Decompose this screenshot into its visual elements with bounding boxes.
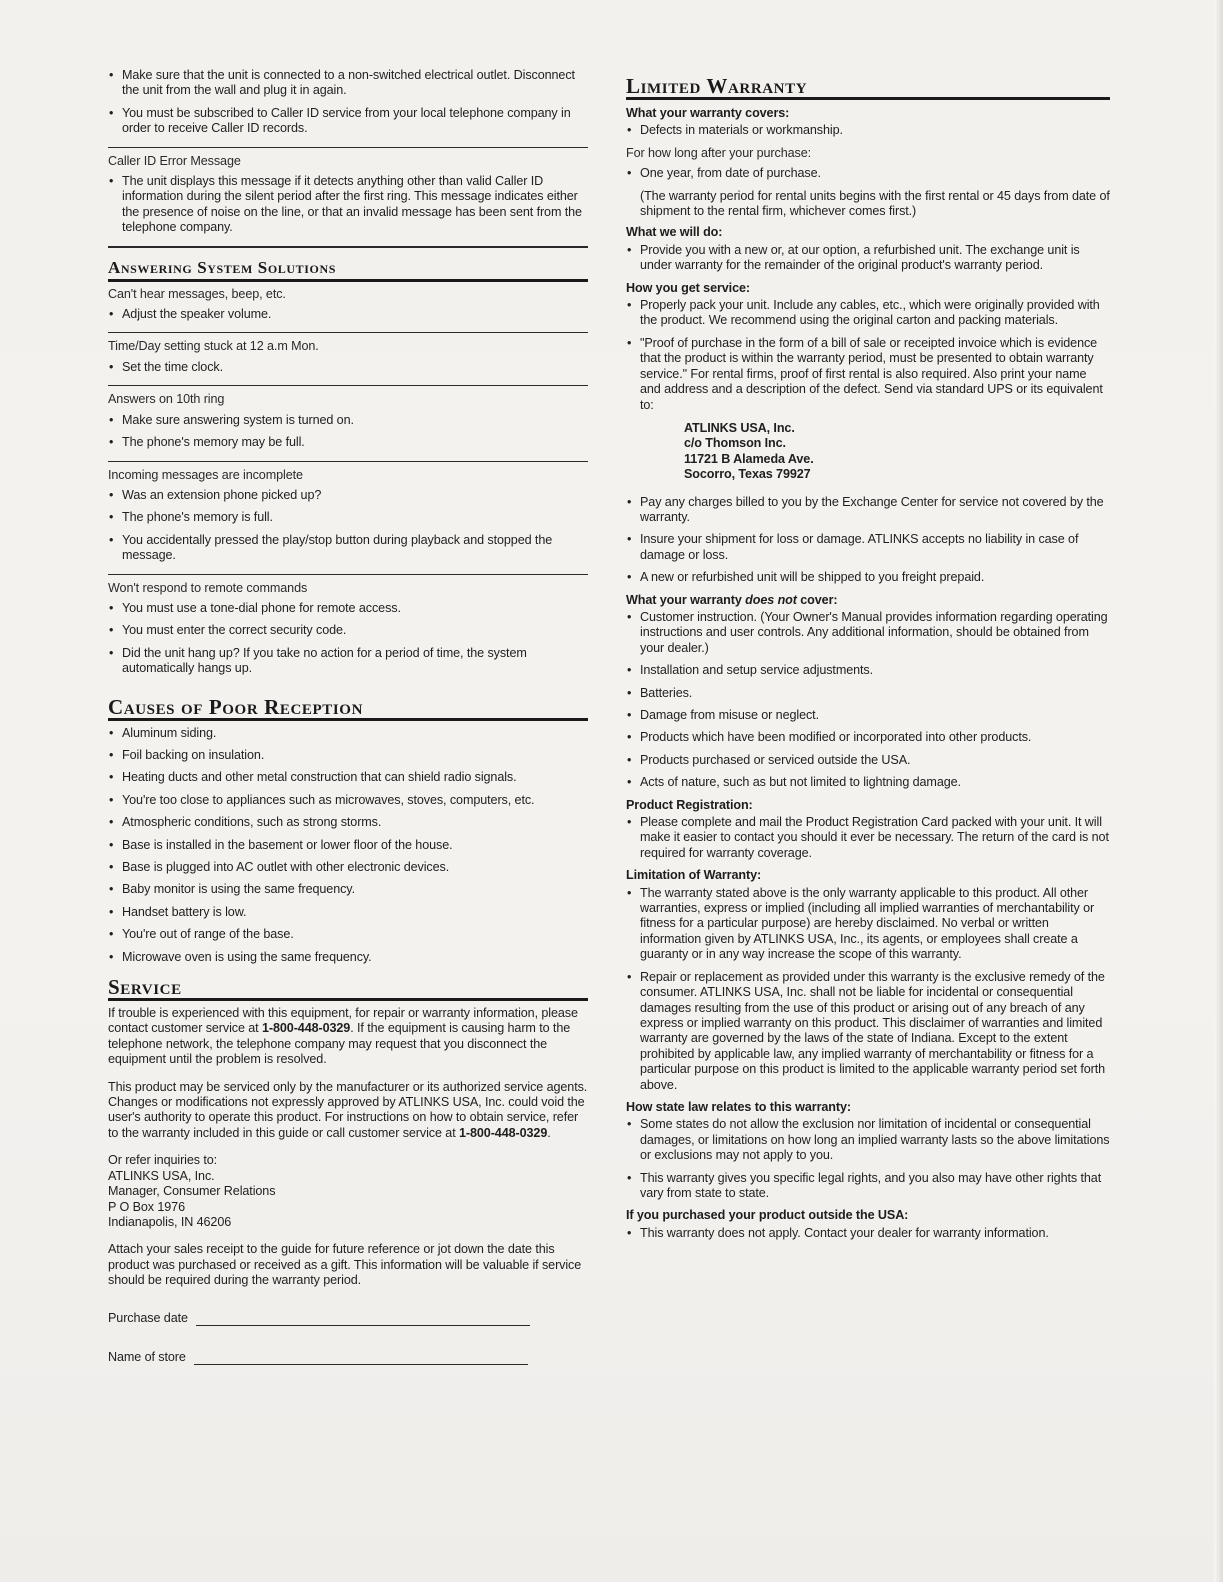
answering-list bbox=[108, 360, 588, 375]
service-address bbox=[108, 1153, 588, 1230]
reception-list bbox=[108, 726, 588, 965]
list-item: • Damage from misuse or neglect. bbox=[626, 708, 1110, 723]
answering-heading: Can't hear messages, beep, etc. bbox=[108, 286, 286, 301]
address-line: Manager, Consumer Relations bbox=[108, 1184, 276, 1199]
answering-group bbox=[108, 468, 588, 575]
service-text: If trouble is experienced with this equipment, for repair or warranty information, please contact customer service at bbox=[108, 1006, 578, 1036]
list-item: • The warranty stated above is the only warranty applicable to this product. All other warranties, express or implied (including all implied warranties of merchantability or fitness for a particular purpose) are hereby disclaimed. No verbal or written information given by ATLINKS USA, Inc., its agents, or employees shall create a guaranty or in any way increase the scope of this warranty. bbox=[626, 886, 1110, 963]
answering-list bbox=[108, 413, 588, 451]
heading-emphasis: does not bbox=[745, 592, 797, 607]
list-item: • You must be subscribed to Caller ID service from your local telephone company in order to receive Caller ID records. bbox=[108, 106, 588, 137]
address-line: c/o Thomson Inc. bbox=[684, 436, 786, 451]
list-item: • Base is plugged into AC outlet with other electronic devices. bbox=[108, 860, 588, 875]
callerid-error-group bbox=[108, 154, 588, 248]
service-text: . If the equipment is causing harm to the telephone network, the telephone company may request that you disconnect the equipment until the problem is resolved. bbox=[108, 1021, 571, 1067]
answering-heading: Won't respond to remote commands bbox=[108, 580, 308, 595]
list-item: • Adjust the speaker volume. bbox=[108, 307, 588, 322]
list-item: • Some states do not allow the exclusion nor limitation of incidental or consequential damages, or limitations on how long an implied warranty lasts so the above limitations or exclusions may not apply to you. bbox=[626, 1117, 1110, 1163]
list-item: • Provide you with a new or, at our option, a refurbished unit. The exchange unit is under warranty for the remainder of the original product's warranty period. bbox=[626, 243, 1110, 274]
list-item: • A new or refurbished unit will be shipped to you freight prepaid. bbox=[626, 570, 1110, 585]
list-item: • One year, from date of purchase. bbox=[626, 166, 1110, 181]
list-item: • Did the unit hang up? If you take no action for a period of time, the system automatically hangs up. bbox=[108, 646, 588, 677]
callerid-error-heading: Caller ID Error Message bbox=[108, 153, 241, 168]
warranty-registration-list bbox=[626, 815, 1110, 861]
heading-text: cover: bbox=[796, 592, 838, 607]
address-line: P O Box 1976 bbox=[108, 1199, 185, 1214]
list-item: • Batteries. bbox=[626, 686, 1110, 701]
warranty-get-service-heading: How you get service: bbox=[626, 280, 750, 295]
purchase-date-field bbox=[108, 1311, 588, 1326]
warranty-how-long-list bbox=[626, 166, 1110, 181]
warranty-will-do-heading: What we will do: bbox=[626, 225, 723, 240]
list-item: • Aluminum siding. bbox=[108, 726, 588, 741]
right-column bbox=[626, 68, 1110, 1248]
page-edge-shadow bbox=[1214, 0, 1223, 1582]
address-line: 11721 B Alameda Ave. bbox=[684, 451, 814, 466]
callerid-error-list bbox=[108, 174, 588, 236]
list-item: • Handset battery is low. bbox=[108, 905, 588, 920]
answering-list bbox=[108, 488, 588, 564]
list-item: • This warranty does not apply. Contact your dealer for warranty information. bbox=[626, 1226, 1110, 1241]
list-item: • Was an extension phone picked up? bbox=[108, 488, 588, 503]
answering-group bbox=[108, 581, 588, 687]
warranty-outside-list bbox=[626, 1226, 1110, 1241]
service-paragraph-1 bbox=[108, 1006, 588, 1068]
warranty-state-law-heading: How state law relates to this warranty: bbox=[626, 1099, 851, 1114]
callerid-list bbox=[108, 68, 588, 137]
address-line: ATLINKS USA, Inc. bbox=[108, 1168, 215, 1183]
address-line: Or refer inquiries to: bbox=[108, 1153, 218, 1168]
list-item: • You must use a tone-dial phone for remote access. bbox=[108, 601, 588, 616]
list-item: • Set the time clock. bbox=[108, 360, 588, 375]
address-line: Indianapolis, IN 46206 bbox=[108, 1214, 232, 1229]
list-item: • Products which have been modified or incorporated into other products. bbox=[626, 730, 1110, 745]
purchase-date-label: Purchase date bbox=[108, 1310, 188, 1325]
warranty-will-do-list bbox=[626, 243, 1110, 274]
list-item: • You accidentally pressed the play/stop button during playback and stopped the message. bbox=[108, 533, 588, 564]
service-text: This product may be serviced only by the manufacturer or its authorized service agents. Changes or modifications not expressly approved by ATLINKS USA, Inc. could void the user's authority to operate this product. For instructions on how to obtain service, refer to the warranty included in this guide or call customer service at bbox=[108, 1079, 588, 1140]
answering-group bbox=[108, 392, 588, 461]
list-item: • Foil backing on insulation. bbox=[108, 748, 588, 763]
answering-group bbox=[108, 339, 588, 386]
answering-list bbox=[108, 601, 588, 677]
warranty-ship-address bbox=[626, 421, 1110, 483]
purchase-date-line bbox=[196, 1312, 530, 1326]
warranty-rental-note: (The warranty period for rental units begins with the first rental or 45 days from date of shipment to the rental firm, whichever comes first.) bbox=[640, 188, 1110, 219]
list-item: • The phone's memory is full. bbox=[108, 510, 588, 525]
list-item: • Please complete and mail the Product Registration Card packed with your unit. It will make it easier to contact you should it ever be necessary. The return of the card is not required for warranty coverage. bbox=[626, 815, 1110, 861]
list-item: • Base is installed in the basement or lower floor of the house. bbox=[108, 838, 588, 853]
warranty-limitation-heading: Limitation of Warranty: bbox=[626, 868, 762, 883]
service-phone: 1-800-448-0329 bbox=[459, 1125, 548, 1140]
list-item: • Microwave oven is using the same frequency. bbox=[108, 950, 588, 965]
store-name-label: Name of store bbox=[108, 1349, 186, 1364]
answering-group bbox=[108, 287, 588, 334]
heading-text: What your warranty bbox=[626, 592, 746, 607]
warranty-covers-heading: What your warranty covers: bbox=[626, 106, 790, 120]
warranty-not-cover-list bbox=[626, 610, 1110, 791]
service-phone: 1-800-448-0329 bbox=[261, 1021, 351, 1036]
list-item: • Acts of nature, such as but not limited to lightning damage. bbox=[626, 775, 1110, 790]
list-item: • This warranty gives you specific legal rights, and you also may have other rights that vary from state to state. bbox=[626, 1171, 1110, 1202]
list-item: • Installation and setup service adjustments. bbox=[626, 663, 1110, 678]
list-item: • Defects in materials or workmanship. bbox=[626, 123, 1110, 138]
list-item: • You must enter the correct security code. bbox=[108, 623, 588, 638]
address-line: Socorro, Texas 79927 bbox=[684, 467, 811, 482]
list-item: • Make sure answering system is turned on. bbox=[108, 413, 588, 428]
answering-section-title: Answering System Solutions bbox=[108, 258, 588, 282]
list-item: • The phone's memory may be full. bbox=[108, 435, 588, 450]
service-text: . bbox=[547, 1125, 551, 1140]
store-name-field bbox=[108, 1350, 588, 1365]
list-item: • Products purchased or serviced outside the USA. bbox=[626, 753, 1110, 768]
warranty-outside-heading: If you purchased your product outside the USA: bbox=[626, 1208, 909, 1223]
list-item: • "Proof of purchase in the form of a bill of sale or receipted invoice which is evidence that the product is within the warranty period, must be presented to obtain warranty service." For rental firms, proof of first rental is also required. Also print your name and address and a description of the defect. Send via standard UPS or its equivalent to: bbox=[626, 336, 1110, 413]
warranty-get-service-list bbox=[626, 298, 1110, 413]
warranty-how-long-heading: For how long after your purchase: bbox=[626, 145, 812, 160]
answering-list bbox=[108, 307, 588, 322]
list-item: • Heating ducts and other metal construction that can shield radio signals. bbox=[108, 770, 588, 785]
callerid-group bbox=[108, 68, 588, 148]
warranty-not-cover-heading bbox=[626, 593, 1110, 608]
warranty-registration-heading: Product Registration: bbox=[626, 797, 753, 812]
service-paragraph-2 bbox=[108, 1080, 588, 1142]
list-item: • Atmospheric conditions, such as strong storms. bbox=[108, 815, 588, 830]
list-item: • The unit displays this message if it detects anything other than valid Caller ID information during the silent period after the first ring. This message indicates either the presence of noise on the line, or that an invalid message has been sent from the telephone company. bbox=[108, 174, 588, 236]
list-item: • You're out of range of the base. bbox=[108, 927, 588, 942]
warranty-section-title: Limited Warranty bbox=[626, 76, 1110, 100]
list-item: • Repair or replacement as provided under this warranty is the exclusive remedy of the consumer. ATLINKS USA, Inc. shall not be liable for incidental or consequential damages resulting from the use of this product or arising out of any breach of any express or implied warranty on this product. This disclaimer of warranties and limited warranty are governed by the laws of the state of Indiana. Except to the extent prohibited by applicable law, any implied warranty of merchantability or fitness for a particular purpose on this product is limited to the applicable warranty period set forth above. bbox=[626, 970, 1110, 1093]
list-item: • Customer instruction. (Your Owner's Manual provides information regarding operating instructions and user controls. Any additional information, should be obtained from your dealer.) bbox=[626, 610, 1110, 656]
reception-section-title: Causes of Poor Reception bbox=[108, 697, 588, 721]
answering-heading: Answers on 10th ring bbox=[108, 392, 225, 407]
left-column bbox=[108, 68, 588, 1365]
list-item: • Baby monitor is using the same frequency. bbox=[108, 882, 588, 897]
warranty-covers-list bbox=[626, 123, 1110, 138]
address-line: ATLINKS USA, Inc. bbox=[684, 420, 795, 435]
list-item: • Properly pack your unit. Include any cables, etc., which were originally provided with the product. We recommend using the original carton and packing materials. bbox=[626, 298, 1110, 329]
warranty-limitation-list bbox=[626, 886, 1110, 1093]
warranty-get-service-list-2 bbox=[626, 495, 1110, 586]
answering-heading: Incoming messages are incomplete bbox=[108, 467, 303, 482]
warranty-state-law-list bbox=[626, 1117, 1110, 1201]
list-item: • Pay any charges billed to you by the Exchange Center for service not covered by the warranty. bbox=[626, 495, 1110, 526]
store-name-line bbox=[194, 1351, 528, 1365]
list-item: • Insure your shipment for loss or damage. ATLINKS accepts no liability in case of damage or loss. bbox=[626, 532, 1110, 563]
answering-heading: Time/Day setting stuck at 12 a.m Mon. bbox=[108, 339, 319, 354]
service-section-title: Service bbox=[108, 977, 588, 1001]
list-item: • Make sure that the unit is connected to a non-switched electrical outlet. Disconnect the unit from the wall and plug it in again. bbox=[108, 68, 588, 99]
service-paragraph-3: Attach your sales receipt to the guide for future reference or jot down the date this product was purchased or received as a gift. This information will be valuable if service should be required during the warranty period. bbox=[108, 1242, 582, 1288]
list-item: • You're too close to appliances such as microwaves, stoves, computers, etc. bbox=[108, 793, 588, 808]
